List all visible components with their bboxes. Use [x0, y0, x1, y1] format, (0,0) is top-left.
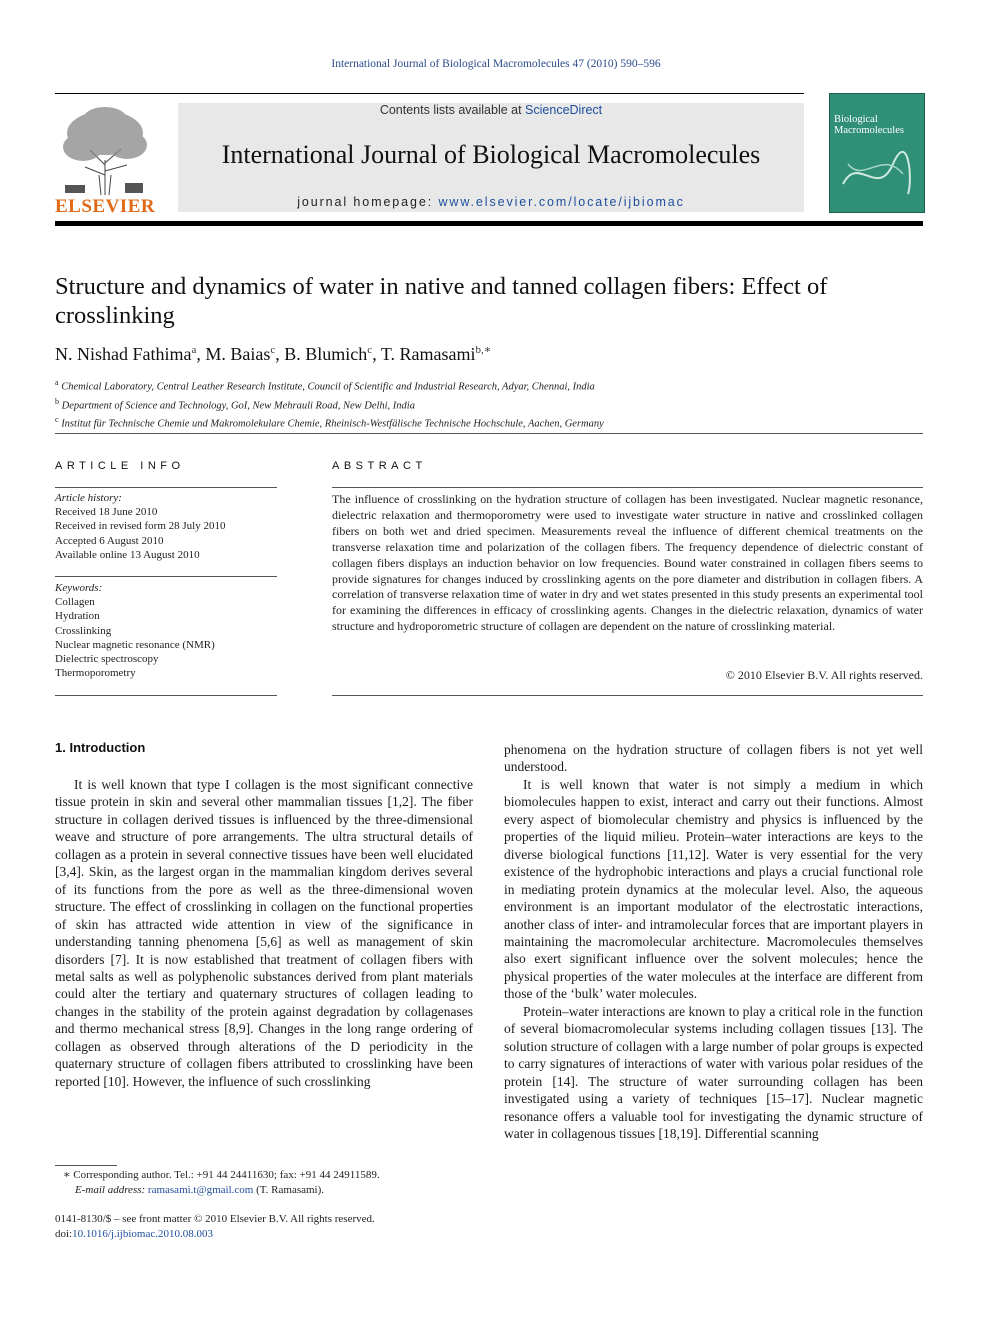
- author-name[interactable]: B. Blumich: [284, 344, 368, 364]
- abstract-copyright: © 2010 Elsevier B.V. All rights reserved.: [725, 668, 923, 682]
- history-item: Received 18 June 2010: [55, 506, 158, 519]
- journal-homepage: [178, 195, 804, 209]
- author-list: N. Nishad Fathima$^a$, M. Baias$^c$, B. Blumich$^c$, T. Ramasami$^{b,∗}$: [55, 344, 492, 364]
- homepage-label: journal homepage:: [297, 195, 439, 209]
- doi-link[interactable]: 10.1016/j.ijbiomac.2010.08.003: [72, 1227, 213, 1240]
- history-item: Accepted 6 August 2010: [55, 534, 164, 547]
- keywords-rule: [55, 576, 277, 577]
- homepage-link[interactable]: www.elsevier.com/locate/ijbiomac: [438, 195, 685, 209]
- keywords: [55, 581, 277, 680]
- journal-cover: [829, 93, 925, 213]
- keyword-item: Nuclear magnetic resonance (NMR): [55, 638, 215, 651]
- keyword-item: Collagen: [55, 596, 95, 609]
- cover-title-line1: Biological: [834, 114, 878, 125]
- affiliation-marker: b: [55, 396, 59, 406]
- paragraph: Protein–water interactions are known to play a critical role in the function of several biomacromolecular systems including collagen tissues [13]. The solution structure of collagen with a large number of polar groups is expected to carry signatures of interactions of water with various polar residues of the protein [14]. The structure of water surrounding collagen has been investigated using a variety of techniques [15–17]. Nuclear magnetic resonance offers a valuable tool for investigating the dynamic structure of water in collagenous tissues [18,19]. Differential scanning: [504, 1003, 923, 1141]
- article-info-heading: ARTICLE INFO: [55, 460, 185, 472]
- tree-icon: [55, 105, 155, 197]
- abstract-heading: ABSTRACT: [332, 460, 427, 472]
- front-matter-info: [55, 1212, 475, 1241]
- abstract-rule: [332, 487, 923, 488]
- corresponding-author-line: ∗ Corresponding author. Tel.: +91 44 24411630; fax: +91 44 24911589.: [63, 1169, 380, 1181]
- history-heading: Article history:: [55, 492, 122, 504]
- cover-title-line2: Macromolecules: [834, 125, 904, 136]
- body-column-left: [55, 776, 473, 1090]
- corresponding-author-footnote: [55, 1168, 475, 1197]
- author-affil-marker[interactable]: c: [270, 344, 276, 356]
- email-suffix: (T. Ramasami).: [253, 1183, 325, 1196]
- abstract-text: The influence of crosslinking on the hydration structure of collagen has been investigated. Nuclear magnetic resonance, dielectric relaxation and thermoporometry were used to investigate water structure in native and crosslinked collagen fibers on both wet and dried specimen. Measurements reveal the influence of different chemical treatments on the transverse relaxation time and polarization of the collagen fibers. The frequency dependence of dielectric constant of collagen fibers displays an induction behavior on low frequencies. Bound water constrained in collagen fibers seems to provide signatures for changes induced by crosslinking agents on the pore diameter and distribution in collagen fibers. A correlation of transverse relaxation time of water in dry and wet states presented in this study presents an experimental tool for examining the differences in efficacy of crosslinking agents. Changes in the dielectric relaxation, dynamics of water structure and hydroporometric structure of collagen are dependent on the nature of crosslinking material.: [332, 492, 923, 634]
- history-item: Available online 13 August 2010: [55, 548, 200, 561]
- article-info-rule: [55, 487, 277, 488]
- affiliation-text: Institut für Technische Chemie und Makromolekulare Chemie, Rheinisch-Westfälische Technische Hochschule, Aachen, Germany: [61, 418, 604, 430]
- affiliation-item: [55, 413, 925, 432]
- footnote-rule: [55, 1165, 117, 1166]
- keyword-item: Hydration: [55, 610, 100, 623]
- paper-title: Structure and dynamics of water in native and tanned collagen fibers: Effect of crosslinking: [55, 273, 828, 329]
- history-item: Received in revised form 28 July 2010: [55, 520, 226, 533]
- keyword-item: Thermoporometry: [55, 667, 136, 680]
- author-affil-marker[interactable]: c: [367, 344, 373, 356]
- article-history: [55, 491, 277, 562]
- body-column-right: [504, 741, 923, 1142]
- affiliation-marker: a: [55, 378, 59, 387]
- keywords-heading: Keywords:: [55, 582, 103, 594]
- author-name[interactable]: N. Nishad Fathima: [55, 344, 192, 364]
- author-affil-marker[interactable]: b,∗: [475, 344, 492, 356]
- doi-line: [55, 1227, 475, 1242]
- journal-title: International Journal of Biological Macromolecules: [221, 140, 761, 169]
- paragraph: It is well known that type I collagen is the most significant connective tissue protein in skin and several other mammalian tissues [1,2]. The fiber structure in collagen derived tissues is influenced by the three-dimensional weave and structure of pore arrangements. The ultra structural details of collagen as a protein in several connective tissues have been well elucidated [3,4]. Skin, as the largest organ in the mammalian kingdom derives several of its functions from the pore as well as the three-dimensional woven structure. The effect of crosslinking in collagen on the functional properties of skin has attracted wide attention in view of the significance in understanding tanning phenomena [5,6] as well as management of skin disorders [7]. It is now established that treatment of collagen fibers with metal salts as well as polyphenolic substances derived from plant materials could alter the tertiary and quaternary structures of collagen leading to changes in the stability of the protein against degradation by collagenases and thermo mechanical stress [8,9]. Changes in the long range ordering of collagen as observed through alterations of the D periodicity in the quaternary structure of collagen fibers attributed to crosslinking have been reported [10]. However, the influence of such crosslinking: [55, 777, 473, 1089]
- contents-line: [178, 103, 804, 117]
- affiliation-text: Department of Science and Technology, GoI, New Mehrauli Road, New Delhi, India: [61, 400, 415, 411]
- paragraph: phenomena on the hydration structure of collagen fibers is not yet well understood.: [504, 742, 923, 775]
- affiliations: [55, 376, 925, 432]
- doi-prefix: doi:: [55, 1227, 73, 1240]
- header-top-rule: [55, 93, 804, 94]
- affiliation-marker: c: [55, 415, 59, 424]
- affiliation-text: Chemical Laboratory, Central Leather Research Institute, Council of Scientific and Industrial Research, Adyar, Chennai, India: [61, 381, 595, 393]
- cover-title: [834, 114, 922, 136]
- affiliation-item: [55, 395, 925, 414]
- header-thick-rule: [55, 221, 923, 226]
- sciencedirect-link[interactable]: ScienceDirect: [525, 103, 603, 117]
- keyword-item: Dielectric spectroscopy: [55, 653, 159, 666]
- contents-prefix: Contents lists available at: [379, 103, 526, 117]
- keyword-item: Crosslinking: [55, 624, 112, 637]
- email-link[interactable]: ramasami.t@gmail.com: [147, 1183, 254, 1196]
- paragraph: It is well known that water is not simply a medium in which biomolecules happen to exist, interact and carry out their functions. Almost every aspect of biomolecular chemistry and physics is influenced by the properties of the liquid milieu. Protein–water interactions are keys to the diverse biological functions [11,12]. Water is very essential for the very existence of the hydrophobic interactions and plays a crucial functional role in mediating protein dynamics at the molecular level. Also, the aqueous environment is an important modulator of the electrostatic interactions, another class of inter- and intramolecular forces that are important players in maintaining the macromolecular architecture. Macromolecules themselves also exert significant influence over the solvent molecules; hence the physical properties of the water molecules at the interface are different from those of the ‘bulk’ water molecules.: [504, 776, 923, 1002]
- article-info-bottom-rule: [55, 695, 277, 696]
- issn-line: 0141-8130/$ – see front matter © 2010 Elsevier B.V. All rights reserved.: [55, 1213, 375, 1225]
- abstract-bottom-rule: [332, 695, 923, 696]
- affiliations-rule: [55, 433, 923, 434]
- elsevier-wordmark: ELSEVIER: [55, 196, 156, 217]
- author-affil-marker[interactable]: a: [191, 344, 197, 356]
- section-heading-introduction: 1. Introduction: [55, 740, 146, 755]
- cover-molecule-icon: [838, 144, 916, 204]
- email-line: [55, 1183, 475, 1198]
- author-name[interactable]: T. Ramasami: [380, 344, 476, 364]
- email-label: E-mail address:: [75, 1183, 148, 1196]
- author-name[interactable]: M. Baias: [205, 344, 271, 364]
- journal-citation: International Journal of Biological Macromolecules 47 (2010) 590–596: [331, 58, 661, 70]
- affiliation-item: [55, 376, 925, 395]
